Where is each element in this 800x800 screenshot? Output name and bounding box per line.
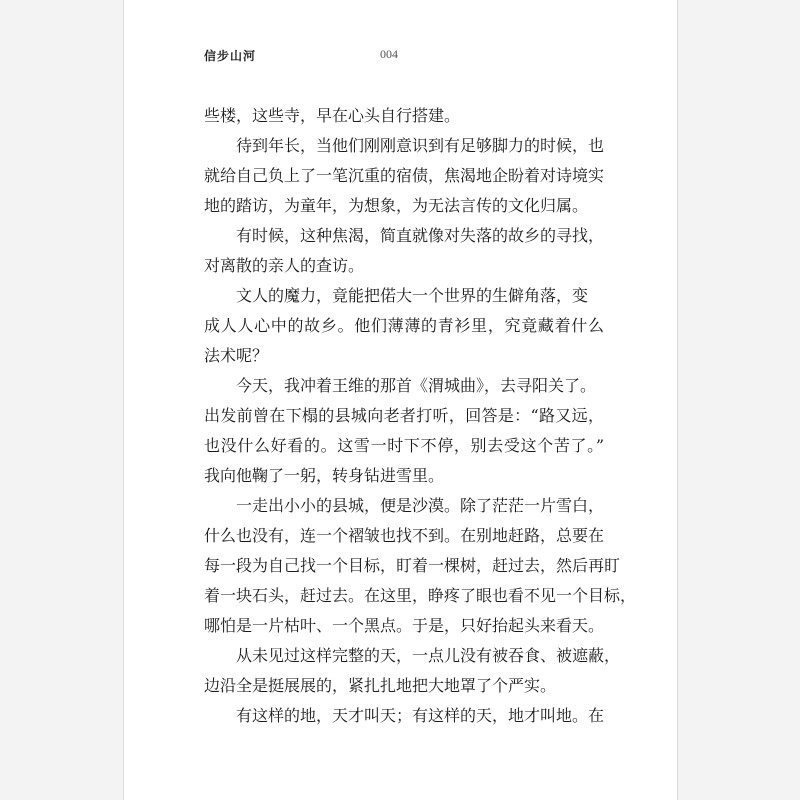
text-line: 从未见过这样完整的天，一点儿没有被吞食、被遮蔽，	[236, 646, 621, 665]
book-page	[123, 0, 678, 800]
running-head-title: 信步山河	[204, 49, 257, 63]
text-line: 法术呢？	[204, 346, 269, 365]
text-line: 我向他鞠了一躬，转身钻进雪里。	[204, 466, 445, 485]
text-line: 有时候，这种焦渴，简直就像对失落的故乡的寻找，	[236, 226, 605, 245]
text-line: 些楼，这些寺，早在心头自行搭建。	[204, 106, 461, 125]
text-line: 出发前曾在下榻的县城向老者打听，回答是：“路又远，	[204, 406, 604, 425]
body-text	[204, 101, 637, 731]
text-line: 地的踏访，为童年，为想象，为无法言传的文化归属。	[204, 196, 589, 215]
text-line: 对离散的亲人的查访。	[204, 256, 365, 275]
text-line: 一走出小小的县城，便是沙漠。除了茫茫一片雪白，	[236, 496, 605, 515]
text-line: 成人人心中的故乡。他们薄薄的青衫里，究竟藏着什么	[204, 316, 604, 335]
page-number: 004	[380, 47, 398, 61]
text-line: 什么也没有，连一个褶皱也找不到。在别地赶路，总要在	[204, 526, 605, 545]
text-line: 就给自己负上了一笔沉重的宿债，焦渴地企盼着对诗境实	[204, 166, 605, 185]
text-line: 边沿全是挺展展的，紧扎扎地把大地罩了个严实。	[204, 676, 557, 695]
text-line: 待到年长，当他们刚刚意识到有足够脚力的时候，也	[236, 136, 605, 155]
text-line: 文人的魔力，竟能把偌大一个世界的生僻角落，变	[236, 286, 589, 305]
text-line: 今天，我冲着王维的那首《渭城曲》，去寻阳关了。	[236, 376, 597, 395]
text-line: 有这样的地，天才叫天；有这样的天，地才叫地。在	[236, 706, 605, 725]
text-line: 每一段为自己找一个目标，盯着一棵树，赶过去，然后再盯	[204, 556, 621, 575]
text-line: 也没什么好看的。这雪一时下不停，别去受这个苦了。”	[204, 436, 604, 455]
text-line: 着一块石头，赶过去。在这里，睁疼了眼也看不见一个目标，	[204, 586, 637, 605]
text-line: 哪怕是一片枯叶、一个黑点。于是，只好抬起头来看天。	[204, 616, 605, 635]
